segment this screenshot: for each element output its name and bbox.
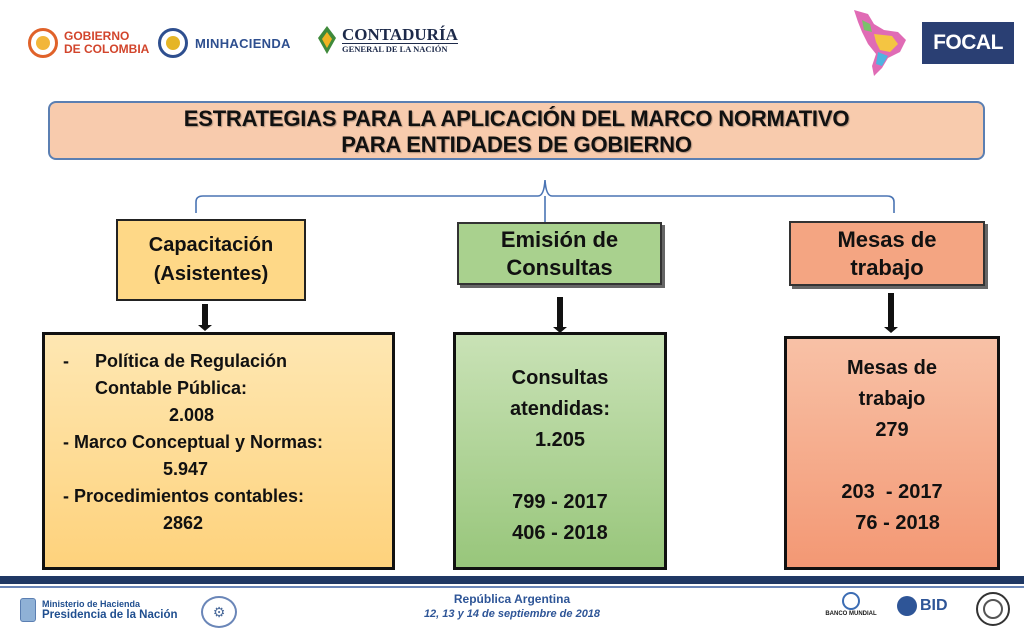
detail-cap-item1-line2: Contable Pública: <box>95 378 248 398</box>
ministerio-line2: Presidencia de la Nación <box>42 608 178 621</box>
detail-emision-row2: 406 - 2018 <box>512 522 608 544</box>
bid-text: BID <box>920 597 948 614</box>
ministerio-hacienda-logo <box>20 598 178 622</box>
category-mesas-line1: Mesas de <box>837 226 937 252</box>
contaduria-logo-line2: GENERAL DE LA NACIÓN <box>342 43 458 54</box>
banco-mundial-logo <box>823 592 879 618</box>
detail-mesas-row1: 203 - 2017 <box>841 481 943 503</box>
detail-emision-line2: atendidas: <box>509 398 611 420</box>
gobierno-logo-line1: GOBIERNO <box>64 29 130 43</box>
detail-cap-item3-value: 2862 <box>163 513 204 533</box>
detail-cap-item2-label: - Marco Conceptual y Normas: <box>63 432 324 452</box>
minhacienda-logo-text: MINHACIENDA <box>195 35 291 51</box>
category-capacitacion <box>116 219 306 301</box>
detail-cap-item3-label: - Procedimientos contables: <box>63 486 305 506</box>
gobierno-logo-line2: DE COLOMBIA <box>64 42 150 56</box>
detail-mesas-total: 279 <box>875 419 909 441</box>
globe-icon <box>842 592 860 610</box>
arrow-down-icon <box>202 304 208 327</box>
detail-cap-item2-value: 5.947 <box>163 459 209 479</box>
diagram-title-line2: PARA ENTIDADES DE GOBIERNO <box>341 132 692 157</box>
bid-mark-icon <box>897 596 917 616</box>
footer-band <box>0 576 1024 584</box>
category-capacitacion-line1: Capacitación <box>148 234 274 256</box>
bracket-connector <box>0 0 1024 230</box>
detail-emision <box>453 332 667 570</box>
gear-emblem-icon: ⚙ <box>201 596 237 628</box>
event-info <box>400 592 624 622</box>
detail-cap-row <box>45 348 392 375</box>
ministerio-line1: Ministerio de Hacienda <box>42 598 141 609</box>
detail-cap-item1-value: 2.008 <box>169 405 215 425</box>
category-mesas-line2: trabajo <box>850 254 924 280</box>
focal-logo: FOCAL <box>922 22 1014 64</box>
detail-mesas-line2: trabajo <box>858 388 926 410</box>
category-emision-line2: Consultas <box>506 254 613 280</box>
banco-mundial-text: BANCO MUNDIAL <box>825 611 877 617</box>
detail-cap-dash: - <box>63 351 69 371</box>
detail-mesas-row2: 76 - 2018 <box>844 512 940 534</box>
event-dates: 12, 13 y 14 de septiembre de 2018 <box>423 608 601 620</box>
argentina-shield-icon <box>20 598 36 622</box>
detail-mesas-line1: Mesas de <box>846 357 938 379</box>
arrow-down-icon <box>888 293 894 329</box>
category-mesas <box>789 221 985 286</box>
detail-cap-item1-line1: Política de Regulación <box>95 351 288 371</box>
category-capacitacion-line2: (Asistentes) <box>153 263 269 285</box>
event-country: República Argentina <box>453 592 571 606</box>
category-emision <box>457 222 662 285</box>
arrow-down-icon <box>557 297 563 329</box>
detail-mesas <box>784 336 1000 570</box>
detail-emision-line1: Consultas <box>511 367 609 389</box>
diagram-title-line1: ESTRATEGIAS PARA LA APLICACIÓN DEL MARCO NORMATIVO <box>183 106 850 131</box>
detail-emision-total: 1.205 <box>534 429 586 451</box>
contaduria-logo-line1: CONTADURÍA <box>342 25 458 44</box>
footer-divider <box>0 586 1024 588</box>
detail-emision-row1: 799 - 2017 <box>512 491 608 513</box>
fmi-seal-icon <box>976 592 1010 626</box>
bid-logo <box>897 596 948 616</box>
detail-capacitacion <box>42 332 395 570</box>
category-emision-line1: Emisión de <box>500 226 619 252</box>
